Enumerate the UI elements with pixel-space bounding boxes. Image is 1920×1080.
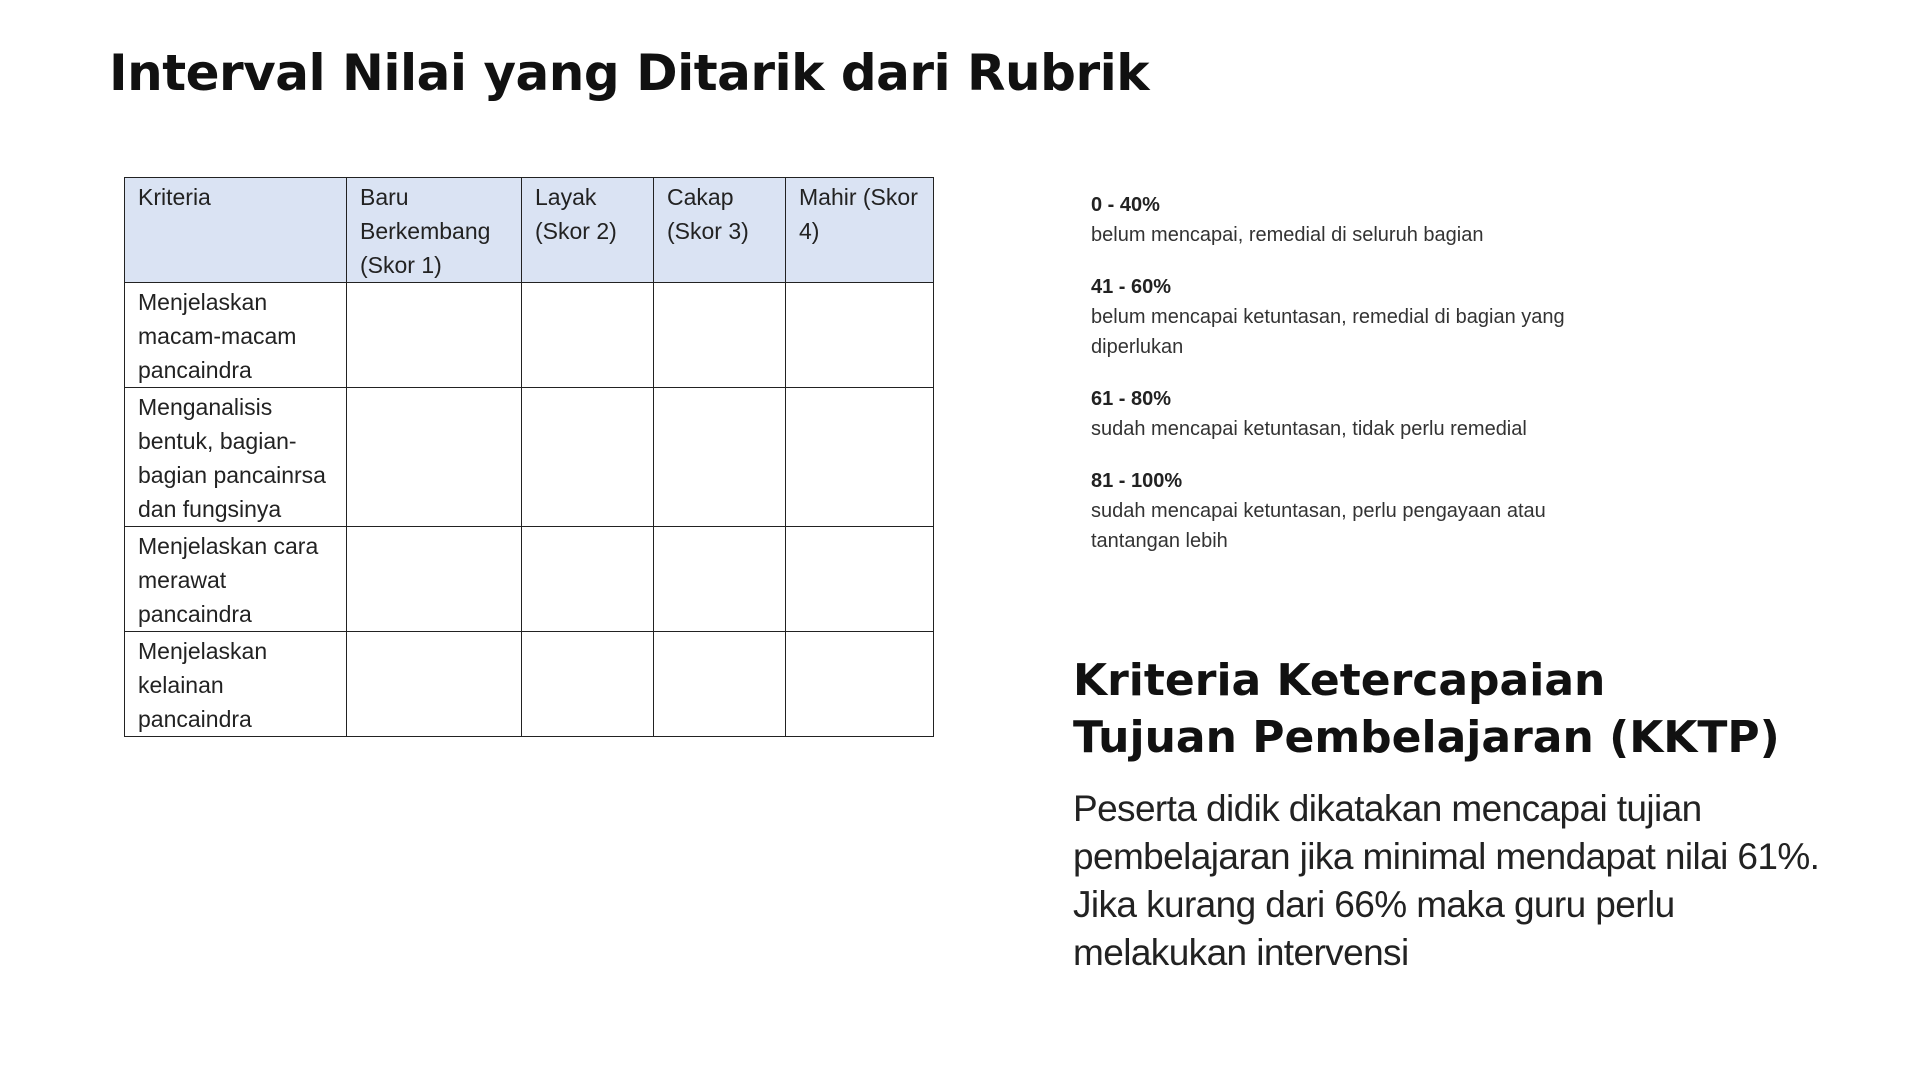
rubric-table xyxy=(124,177,934,737)
score-cell xyxy=(522,388,654,527)
header-cakap: Cakap (Skor 3) xyxy=(654,178,786,283)
interval-description: belum mencapai, remedial di seluruh bagian xyxy=(1091,224,1484,246)
score-cell xyxy=(654,632,786,737)
kktp-heading xyxy=(1073,652,1853,766)
interval-item xyxy=(1091,384,1611,444)
score-cell xyxy=(347,388,522,527)
interval-item xyxy=(1091,466,1611,556)
score-cell xyxy=(786,527,934,632)
score-cell xyxy=(786,632,934,737)
kktp-description: Peserta didik dikatakan mencapai tujian pembelajaran jika minimal mendapat nilai 61%. Jika kurang dari 66% maka guru perlu melakukan intervensi xyxy=(1073,788,1820,973)
interval-range: 41 - 60% xyxy=(1091,276,1172,298)
criteria-cell: Menjelaskan kelainan pancaindra xyxy=(125,632,347,737)
kktp-heading-line1: Kriteria Ketercapaian xyxy=(1073,655,1606,706)
interval-range: 61 - 80% xyxy=(1091,388,1172,410)
score-cell xyxy=(347,527,522,632)
score-cell xyxy=(654,527,786,632)
criteria-cell: Menjelaskan macam-macam pancaindra xyxy=(125,283,347,388)
interval-range: 81 - 100% xyxy=(1091,470,1183,492)
interval-item xyxy=(1091,190,1611,250)
interval-description: sudah mencapai ketuntasan, perlu pengayaan atau tantangan lebih xyxy=(1091,500,1546,552)
table-row xyxy=(125,632,934,737)
table-header-row xyxy=(125,178,934,283)
table-row xyxy=(125,388,934,527)
score-cell xyxy=(786,388,934,527)
interval-description: sudah mencapai ketuntasan, tidak perlu remedial xyxy=(1091,418,1527,440)
score-cell xyxy=(786,283,934,388)
interval-range: 0 - 40% xyxy=(1091,194,1160,216)
header-baru-berkembang: Baru Berkembang (Skor 1) xyxy=(347,178,522,283)
table-row xyxy=(125,283,934,388)
criteria-cell: Menjelaskan cara merawat pancaindra xyxy=(125,527,347,632)
score-cell xyxy=(522,283,654,388)
score-cell xyxy=(347,632,522,737)
score-cell xyxy=(522,632,654,737)
interval-description: belum mencapai ketuntasan, remedial di bagian yang diperlukan xyxy=(1091,306,1565,358)
header-layak: Layak (Skor 2) xyxy=(522,178,654,283)
score-cell xyxy=(522,527,654,632)
score-interval-list xyxy=(1091,190,1611,578)
header-kriteria: Kriteria xyxy=(125,178,347,283)
criteria-cell: Menganalisis bentuk, bagian-bagian pancainrsa dan fungsinya xyxy=(125,388,347,527)
interval-item xyxy=(1091,272,1611,362)
page-title: Interval Nilai yang Ditarik dari Rubrik xyxy=(109,44,1149,102)
score-cell xyxy=(654,283,786,388)
table-row xyxy=(125,527,934,632)
header-mahir: Mahir (Skor 4) xyxy=(786,178,934,283)
score-cell xyxy=(654,388,786,527)
score-cell xyxy=(347,283,522,388)
kktp-heading-line2: Tujuan Pembelajaran (KKTP) xyxy=(1073,712,1780,763)
